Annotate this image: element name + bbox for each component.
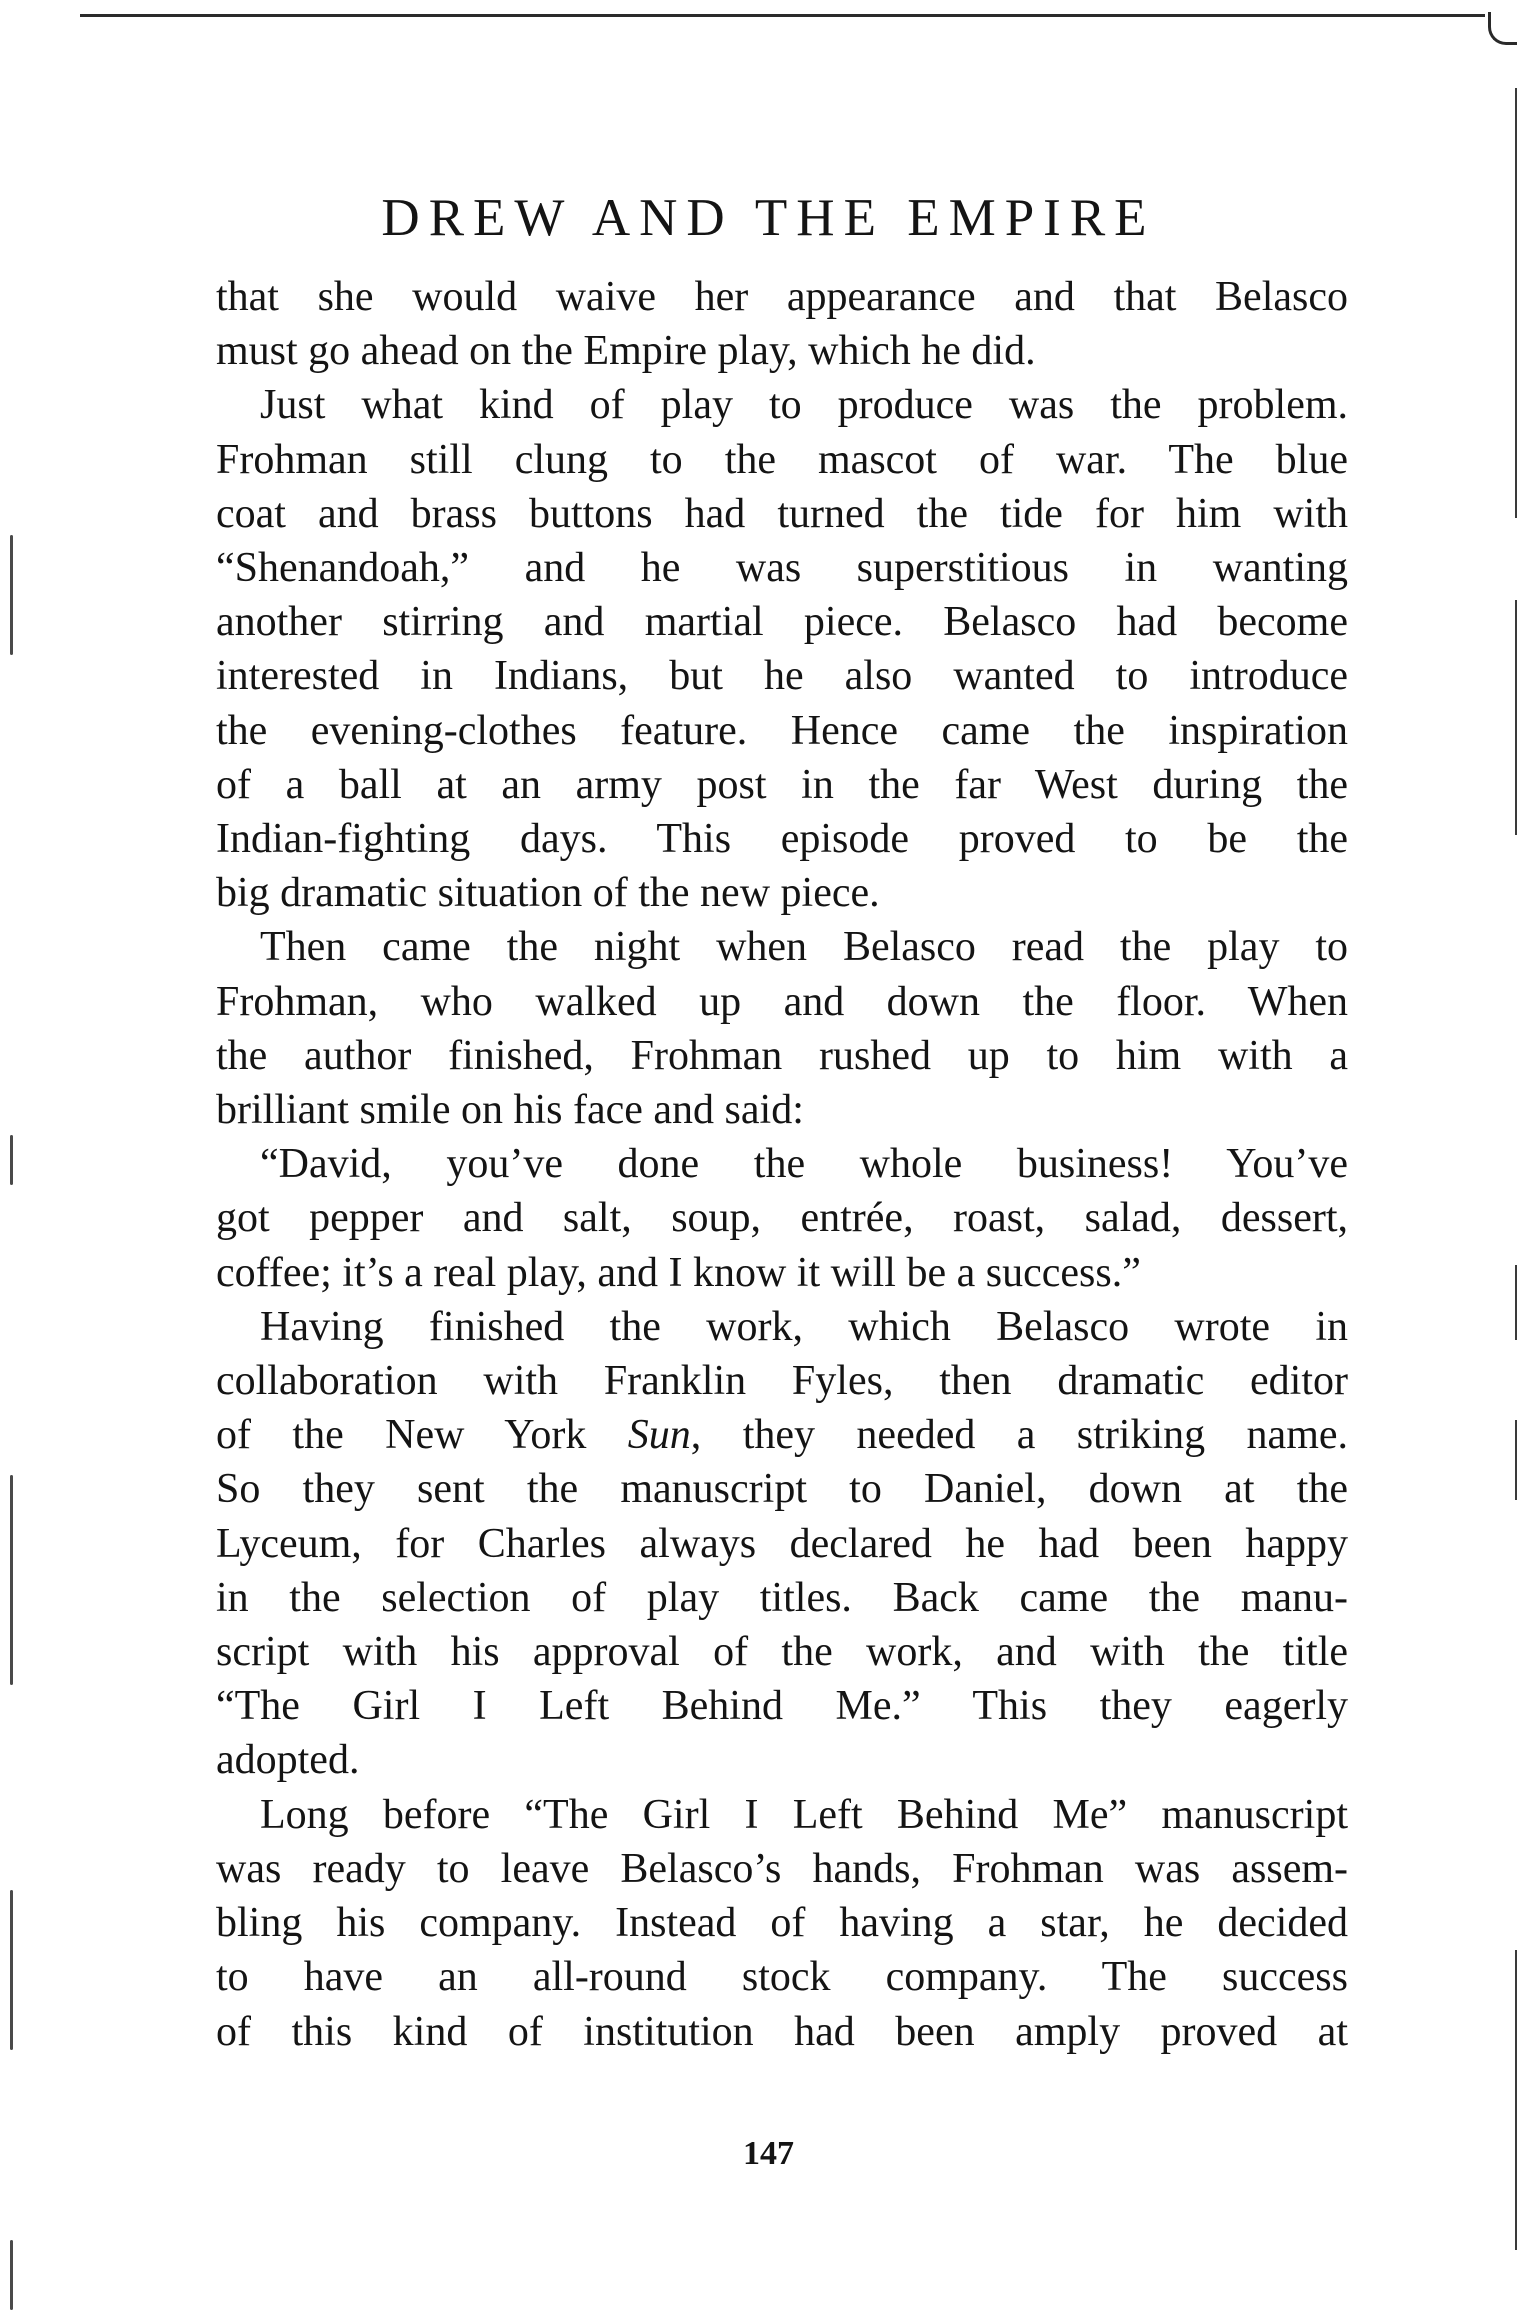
scan-right-rule bbox=[1515, 1265, 1517, 1340]
scan-right-rule bbox=[1515, 1420, 1517, 1500]
text-line: collaboration with Franklin Fyles, then dramatic editor bbox=[216, 1358, 1348, 1405]
text-line: interested in Indians, but he also wanted to introduce bbox=[216, 653, 1348, 700]
running-head: DREW AND THE EMPIRE bbox=[381, 189, 1156, 247]
scan-right-rule bbox=[1515, 600, 1517, 835]
page-number: 147 bbox=[743, 2135, 794, 2172]
text-fragment: , they needed a striking name. bbox=[690, 1412, 1349, 1459]
text-line: brilliant smile on his face and said: bbox=[216, 1087, 804, 1134]
text-line: Then came the night when Belasco read the play to bbox=[260, 924, 1348, 971]
text-line: Just what kind of play to produce was the problem. bbox=[260, 382, 1348, 429]
text-line: another stirring and martial piece. Belasco had become bbox=[216, 599, 1348, 646]
scan-top-rule bbox=[80, 14, 1485, 17]
newspaper-title: Sun bbox=[627, 1412, 691, 1459]
text-line: coffee; it’s a real play, and I know it will be a success.” bbox=[216, 1249, 1141, 1296]
text-line: “The Girl I Left Behind Me.” This they eagerly bbox=[216, 1683, 1348, 1730]
text-line: big dramatic situation of the new piece. bbox=[216, 870, 880, 917]
text-line bbox=[216, 1408, 1348, 1462]
scan-left-mark bbox=[10, 1890, 13, 2050]
text-line: in the selection of play titles. Back came the manu- bbox=[216, 1574, 1348, 1621]
text-line: “David, you’ve done the whole business! You’ve bbox=[260, 1141, 1348, 1188]
text-line: script with his approval of the work, and with the title bbox=[216, 1629, 1348, 1676]
text-line: got pepper and salt, soup, entrée, roast, salad, dessert, bbox=[216, 1195, 1348, 1242]
text-line: the author finished, Frohman rushed up to him with a bbox=[216, 1032, 1348, 1079]
text-line: the evening-clothes feature. Hence came the inspiration bbox=[216, 707, 1348, 754]
scan-left-mark bbox=[10, 2240, 13, 2310]
text-line: of a ball at an army post in the far West during the bbox=[216, 761, 1348, 808]
scan-right-rule bbox=[1515, 88, 1517, 518]
text-line: Indian-fighting days. This episode proved to be the bbox=[216, 816, 1348, 863]
scan-corner-mark bbox=[1488, 12, 1517, 45]
text-line: Having finished the work, which Belasco wrote in bbox=[260, 1303, 1348, 1350]
text-line: must go ahead on the Empire play, which he did. bbox=[216, 328, 1036, 375]
text-line: Frohman still clung to the mascot of war. The blue bbox=[216, 436, 1348, 483]
text-line: Frohman, who walked up and down the floor. When bbox=[216, 978, 1348, 1025]
text-line: of this kind of institution had been amply proved at bbox=[216, 2008, 1348, 2055]
text-line: adopted. bbox=[216, 1737, 360, 1784]
text-fragment: of the New York bbox=[216, 1412, 628, 1459]
scan-left-mark bbox=[10, 535, 13, 655]
text-line: “Shenandoah,” and he was superstitious in wanting bbox=[216, 545, 1348, 592]
body-text bbox=[216, 270, 1348, 2059]
scan-right-rule bbox=[1515, 1950, 1517, 2250]
text-line: to have an all-round stock company. The success bbox=[216, 1954, 1348, 2001]
text-line: was ready to leave Belasco’s hands, Frohman was assem- bbox=[216, 1845, 1348, 1892]
text-line: Long before “The Girl I Left Behind Me” manuscript bbox=[260, 1791, 1348, 1838]
scan-left-mark bbox=[10, 1475, 13, 1685]
text-line: bling his company. Instead of having a star, he decided bbox=[216, 1900, 1348, 1947]
text-line: Lyceum, for Charles always declared he had been happy bbox=[216, 1520, 1348, 1567]
text-line: coat and brass buttons had turned the tide for him with bbox=[216, 490, 1348, 537]
text-line: that she would waive her appearance and that Belasco bbox=[216, 274, 1348, 320]
scan-left-mark bbox=[10, 1135, 13, 1185]
text-line: So they sent the manuscript to Daniel, down at the bbox=[216, 1466, 1348, 1513]
